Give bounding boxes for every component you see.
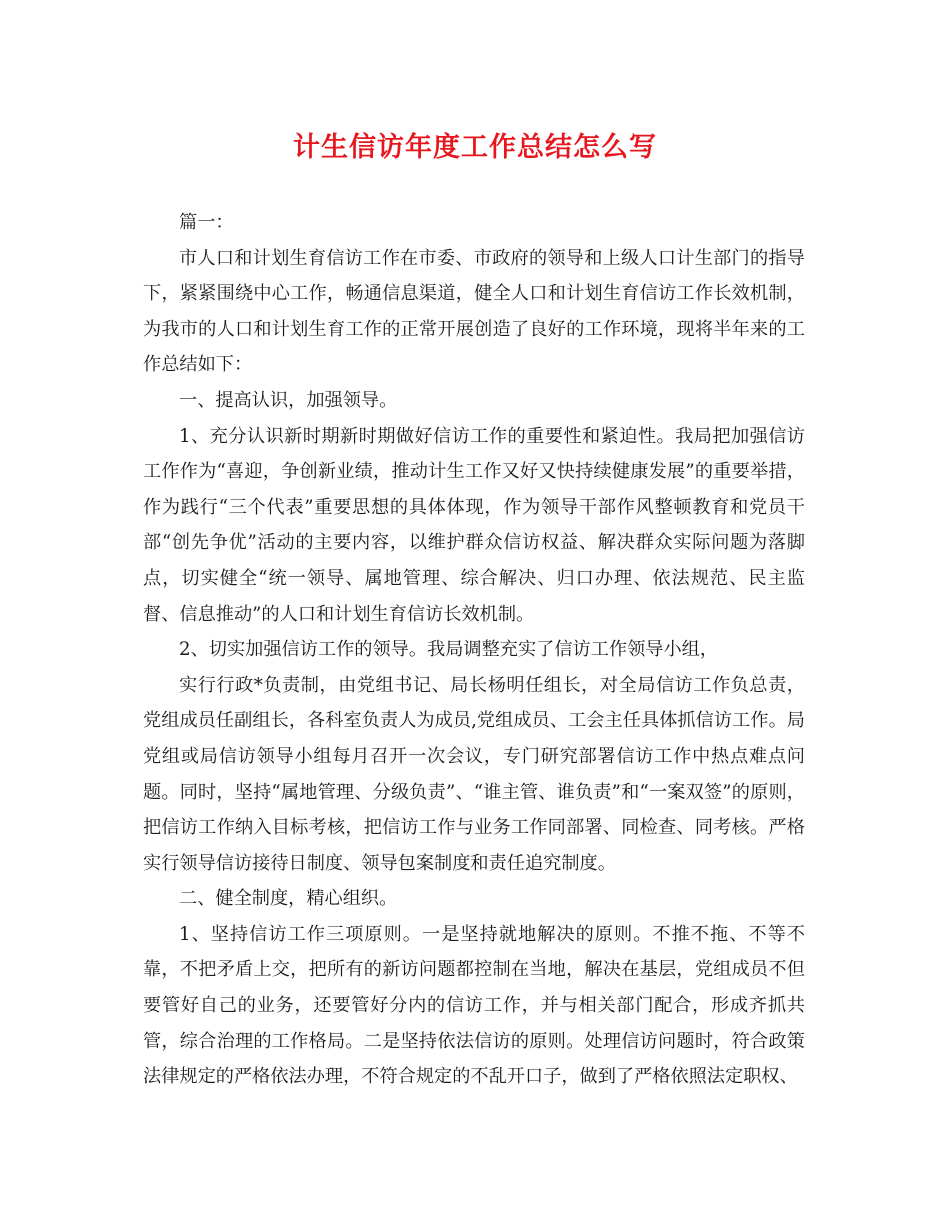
paragraph-1-2: 2、切实加强信访工作的领导。我局调整充实了信访工作领导小组， (179, 639, 719, 661)
paragraph-1-2-cont: 实行行政*负责制，由党组书记、局长杨明任组长，对全局信访工作负总责，党组成员任副组长，各科室负责人为成员,党组成员、工会主任具体抓信访工作。局党组或局信访领导小组每月召开一次会议，专门研究部署信访工作中热点难点问题。同时，坚持“属地管理、分级负责”、“谁主管、谁负责”和“一案双签”的原则，把信访工作纳入目标考核，把信访工作与业务工作同部署、同检查、同考核。严格实行领导信访接待日制度、领导包案制度和责任追究制度。 (143, 674, 805, 874)
paragraph-2-1: 1、坚持信访工作三项原则。一是坚持就地解决的原则。不推不拖、不等不靠，不把矛盾上交，把所有的新访问题都控制在当地，解决在基层，党组成员不但要管好自己的业务，还要管好分内的信访工作，并与相关部门配合，形成齐抓共管，综合治理的工作格局。二是坚持依法信访的原则。处理信访问题时，符合政策法律规定的严格依法办理，不符合规定的不乱开口子，做到了严格依照法定职权、 (143, 923, 805, 1088)
paragraph-1-1: 1、充分认识新时期新时期做好信访工作的重要性和紧迫性。我局把加强信访工作作为“喜迎，争创新业绩，推动计生工作又好又快持续健康发展”的重要举措，作为践行“三个代表”重要思想的具体体现，作为领导干部作风整顿教育和党员干部“创先争优”活动的主要内容，以维护群众信访权益、解决群众实际问题为落脚点，切实健全“统一领导、属地管理、综合解决、归口办理、依法规范、民主监督、信息推动”的人口和计划生育信访长效机制。 (143, 425, 805, 625)
section-label: 篇一： (179, 212, 234, 233)
document-body (143, 205, 805, 1095)
heading-one: 一、提高认识，加强领导。 (179, 389, 398, 411)
document-title: 计生信访年度工作总结怎么写 (293, 132, 657, 163)
intro-paragraph: 市人口和计划生育信访工作在市委、市政府的领导和上级人口计生部门的指导下，紧紧围绕中心工作，畅通信息渠道，健全人口和计划生育信访工作长效机制，为我市的人口和计划生育工作的正常开展创造了良好的工作环境，现将半年来的工作总结如下： (143, 247, 805, 376)
heading-two: 二、健全制度，精心组织。 (179, 888, 398, 910)
